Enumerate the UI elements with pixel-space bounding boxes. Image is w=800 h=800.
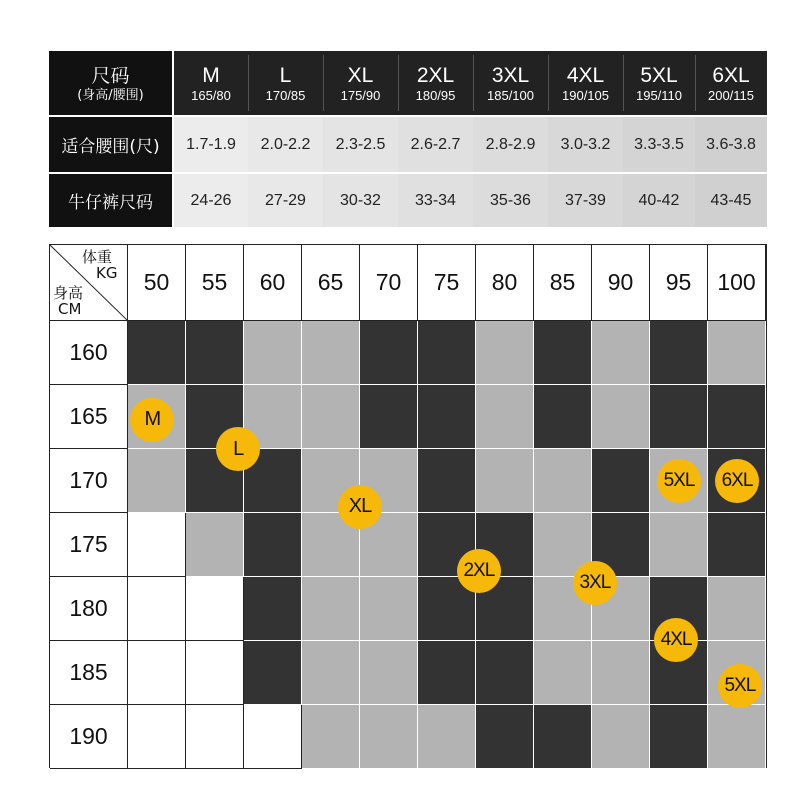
jeans-value: 27-29	[248, 174, 323, 227]
grid-cell	[186, 641, 244, 705]
size-spec: 195/110	[635, 87, 683, 103]
weight-header-50: 50	[128, 245, 186, 321]
grid-cell	[128, 321, 186, 385]
height-header-175: 175	[50, 513, 128, 577]
waist-value: 2.0-2.2	[248, 117, 323, 172]
weight-header-90: 90	[592, 245, 650, 321]
grid-cell	[534, 385, 592, 449]
grid-cell	[418, 321, 476, 385]
jeans-value: 40-42	[623, 174, 695, 227]
grid-cell	[128, 705, 186, 769]
height-header-160: 160	[50, 321, 128, 385]
size-col-6xl	[695, 51, 767, 115]
grid-cell	[244, 577, 302, 641]
grid-cell	[592, 705, 650, 769]
grid-cell	[650, 513, 708, 577]
grid-cell	[244, 513, 302, 577]
size-name: M	[202, 63, 220, 87]
waist-value: 3.3-3.5	[623, 117, 695, 172]
jeans-row	[49, 174, 767, 227]
size-badge-2xl: 2XL	[457, 549, 501, 593]
height-header-190: 190	[50, 705, 128, 769]
height-unit: CM	[58, 300, 82, 318]
grid-cell	[592, 385, 650, 449]
waist-value: 2.6-2.7	[398, 117, 473, 172]
size-header-label: 尺码	[91, 64, 130, 87]
weight-header-100: 100	[708, 245, 766, 321]
waist-value: 3.0-3.2	[548, 117, 623, 172]
grid-cell	[418, 449, 476, 513]
grid-cell	[650, 321, 708, 385]
weight-header-55: 55	[186, 245, 244, 321]
size-name: 5XL	[640, 63, 678, 87]
grid-cell	[360, 577, 418, 641]
grid-cell	[476, 385, 534, 449]
grid-cell	[128, 641, 186, 705]
height-header-165: 165	[50, 385, 128, 449]
jeans-value: 24-26	[174, 174, 248, 227]
grid-cell	[186, 513, 244, 577]
waist-value: 3.6-3.8	[695, 117, 767, 172]
grid-cell	[128, 513, 186, 577]
grid-cell	[592, 449, 650, 513]
size-header-row	[49, 51, 767, 115]
grid-cell	[186, 321, 244, 385]
size-col-xl	[323, 51, 398, 115]
size-col-4xl	[548, 51, 623, 115]
grid-cell	[302, 641, 360, 705]
grid-cell	[650, 385, 708, 449]
size-spec: 170/85	[265, 87, 306, 103]
height-label: 身高	[53, 284, 84, 302]
weight-header-70: 70	[360, 245, 418, 321]
size-badge-3xl: 3XL	[573, 561, 617, 605]
size-col-m	[174, 51, 248, 115]
size-badge-5xl: 5XL	[657, 459, 701, 503]
size-spec: 180/95	[415, 87, 456, 103]
grid-cell	[476, 705, 534, 769]
height-header-170: 170	[50, 449, 128, 513]
weight-label: 体重	[82, 248, 113, 266]
size-badge-m: M	[130, 398, 174, 442]
jeans-value: 43-45	[695, 174, 767, 227]
grid-cell	[186, 705, 244, 769]
size-badge-5xl: 5XL	[718, 664, 762, 708]
grid-cell	[592, 641, 650, 705]
waist-row-label: 适合腰围(尺)	[49, 117, 172, 172]
grid-cell	[360, 385, 418, 449]
weight-header-95: 95	[650, 245, 708, 321]
size-col-l	[248, 51, 323, 115]
grid-cell	[476, 321, 534, 385]
jeans-value: 30-32	[323, 174, 398, 227]
grid-cell	[244, 705, 302, 769]
size-col-3xl	[473, 51, 548, 115]
grid-cell	[360, 705, 418, 769]
grid-cell	[244, 321, 302, 385]
grid-cell	[708, 321, 766, 385]
size-spec: 185/100	[487, 87, 534, 103]
size-spec: 175/90	[340, 87, 381, 103]
grid-cell	[592, 321, 650, 385]
grid-cell	[302, 321, 360, 385]
size-spec: 165/80	[191, 87, 231, 103]
grid-cell	[360, 321, 418, 385]
grid-cell	[708, 577, 766, 641]
grid-cell	[128, 577, 186, 641]
grid-cell	[418, 705, 476, 769]
weight-header-60: 60	[244, 245, 302, 321]
grid-cell	[534, 705, 592, 769]
grid-cell	[186, 577, 244, 641]
grid-cell	[476, 449, 534, 513]
grid-cell	[244, 641, 302, 705]
height-header-180: 180	[50, 577, 128, 641]
grid-cell	[534, 641, 592, 705]
grid-corner	[50, 245, 128, 321]
grid-cell	[302, 705, 360, 769]
waist-value: 2.8-2.9	[473, 117, 548, 172]
size-badge-6xl: 6XL	[715, 459, 759, 503]
size-badge-xl: XL	[338, 485, 382, 529]
grid-cell	[534, 321, 592, 385]
grid-cell	[708, 705, 766, 769]
grid-cell	[418, 641, 476, 705]
weight-header-65: 65	[302, 245, 360, 321]
waist-row	[49, 117, 767, 172]
grid-cell	[360, 641, 418, 705]
size-recommendation-grid	[49, 244, 767, 768]
grid-cell	[534, 449, 592, 513]
jeans-value: 33-34	[398, 174, 473, 227]
height-header-185: 185	[50, 641, 128, 705]
size-col-5xl	[623, 51, 695, 115]
grid-cell	[302, 577, 360, 641]
weight-header-80: 80	[476, 245, 534, 321]
size-badge-4xl: 4XL	[654, 618, 698, 662]
weight-header-85: 85	[534, 245, 592, 321]
size-name: 4XL	[566, 63, 605, 87]
grid-cell	[302, 385, 360, 449]
size-spec: 200/115	[707, 87, 755, 103]
size-table	[49, 51, 767, 227]
grid-cell	[708, 385, 766, 449]
size-header-sublabel: (身高/腰围)	[77, 87, 144, 103]
grid-cell	[650, 705, 708, 769]
size-name: 6XL	[712, 63, 750, 87]
grid-cell	[418, 385, 476, 449]
jeans-row-label: 牛仔裤尺码	[49, 174, 172, 227]
jeans-value: 37-39	[548, 174, 623, 227]
weight-unit: KG	[96, 264, 118, 282]
weight-header-75: 75	[418, 245, 476, 321]
size-badge-l: L	[216, 427, 260, 471]
size-col-2xl	[398, 51, 473, 115]
size-header-cell	[49, 51, 172, 115]
waist-value: 1.7-1.9	[174, 117, 248, 172]
size-name: 2XL	[416, 63, 455, 87]
grid-cell	[708, 513, 766, 577]
grid-cell	[476, 641, 534, 705]
size-name: 3XL	[491, 63, 530, 87]
waist-value: 2.3-2.5	[323, 117, 398, 172]
jeans-value: 35-36	[473, 174, 548, 227]
size-name: L	[279, 63, 292, 87]
grid-cell	[128, 449, 186, 513]
size-spec: 190/105	[562, 87, 609, 103]
size-name: XL	[347, 63, 374, 87]
